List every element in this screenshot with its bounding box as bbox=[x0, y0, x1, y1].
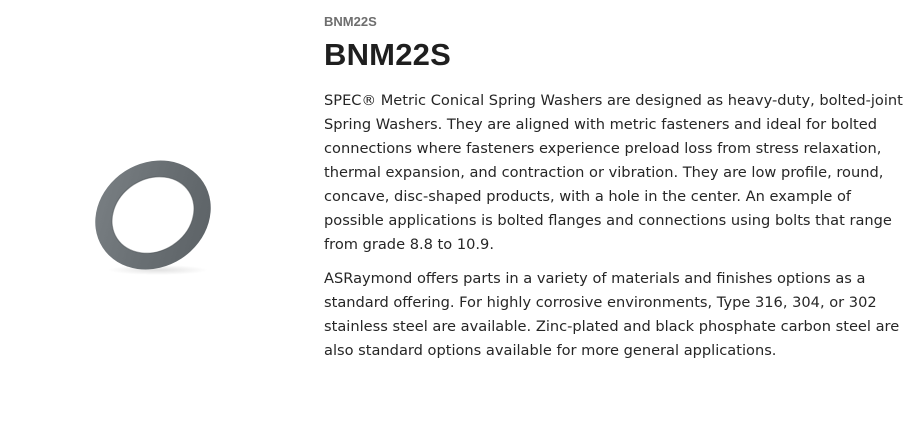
product-sku-label: BNM22S bbox=[324, 14, 377, 29]
product-title: BNM22S bbox=[324, 37, 451, 72]
conical-spring-washer-icon bbox=[80, 145, 230, 280]
product-description-paragraph: SPEC® Metric Conical Spring Washers are designed as heavy-duty, bolted-joint Spring Washers. They are aligned with metric fasteners and ideal for bolted connections where fasteners experience preload loss from stress relaxation, thermal expansion, and contraction or vibration. They are low profile, round, concave, disc-shaped products, with a hole in the center. An example of possible applications is bolted flanges and connections using bolts that range from grade 8.8 to 10.9. bbox=[324, 92, 903, 253]
product-description-paragraph: ASRaymond offers parts in a variety of materials and finishes options as a standard offering. For highly corrosive environments, Type 316, 304, or 302 stainless steel are available. Zinc-plated and black phosphate carbon steel are also standard options available for more general applications. bbox=[324, 270, 900, 359]
product-info bbox=[324, 14, 908, 363]
product-image bbox=[80, 145, 230, 280]
